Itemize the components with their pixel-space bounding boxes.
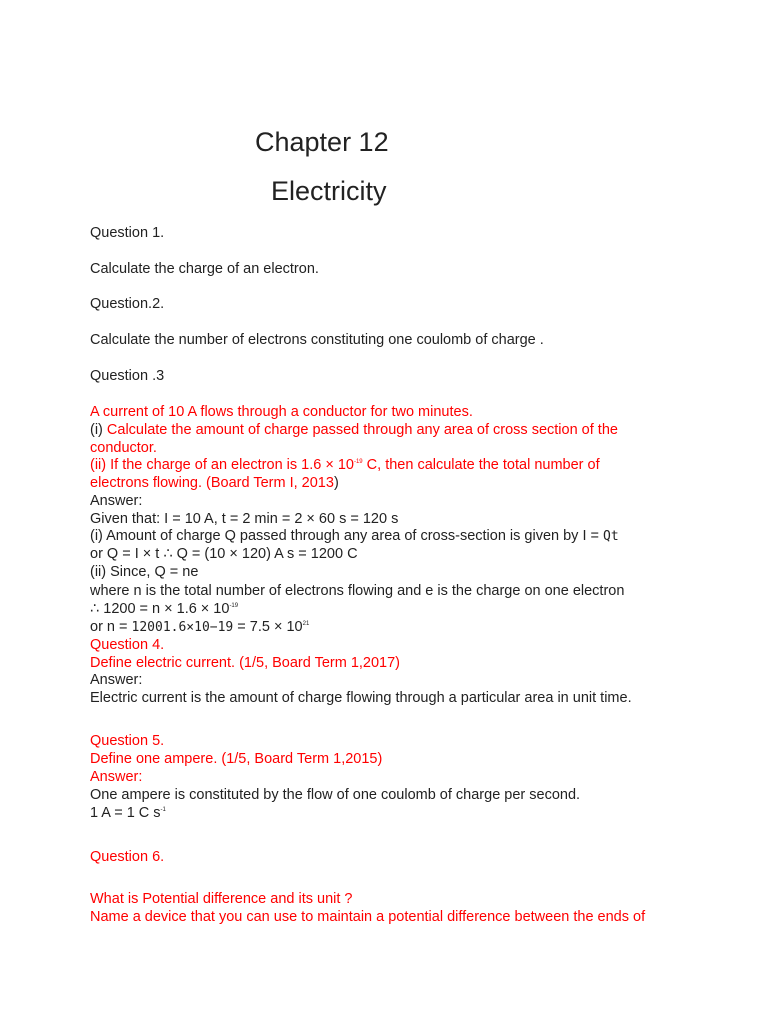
q3-ans6-pre: or n = (90, 619, 132, 635)
q3-heading: Question .3 (90, 368, 165, 384)
q2-text: Calculate the number of electrons constituting one coulomb of charge . (90, 332, 544, 348)
q3-ans1-fraction: Qt (603, 529, 619, 544)
q3-part2-close: ) (333, 475, 339, 491)
q3-part2-post: C, then calculate the total number of (362, 457, 600, 473)
q3-answer-line2: or Q = I × t ∴ Q = (10 × 120) A s = 1200 C (90, 546, 358, 562)
q3-part1-line2: conductor. (90, 440, 157, 456)
q3-part1-prefix: (i) (90, 422, 107, 438)
q3-part1-text: Calculate the amount of charge passed through any area of cross section of the (106, 422, 618, 438)
q3-answer-line3: (ii) Since, Q = ne (90, 564, 199, 580)
q3-ans1-text: (i) Amount of charge Q passed through any area of cross-section is given by I = (90, 528, 604, 544)
q4-answer: Electric current is the amount of charge flowing through a particular area in unit time. (90, 690, 632, 706)
chapter-title: Chapter 12 (255, 127, 389, 157)
q6-text2: Name a device that you can use to maintain a potential difference between the ends of (90, 909, 646, 925)
q3-part1-line1 (90, 421, 618, 439)
q3-part2-line2 (90, 474, 339, 492)
q3-answer-label: Answer: (90, 493, 143, 509)
q3-ans5-exp: -19 (229, 603, 239, 609)
q4-text: Define electric current. (1/5, Board Term 1,2017) (90, 655, 401, 671)
q3-part2-exp: -19 (353, 459, 363, 465)
q5-answer: One ampere is constituted by the flow of one coulomb of charge per second. (90, 787, 581, 803)
q1-text: Calculate the charge of an electron. (90, 261, 319, 277)
q3-given: Given that: I = 10 A, t = 2 min = 2 × 60 s = 120 s (90, 511, 399, 527)
q5-formula-exp: -1 (160, 807, 166, 813)
q3-part2-line1 (90, 456, 600, 474)
q6-text1: What is Potential difference and its unit ? (90, 891, 353, 907)
q5-formula-text: 1 A = 1 C s (90, 805, 161, 821)
q3-answer-line1 (90, 527, 619, 546)
q5-answer-label: Answer: (90, 769, 143, 785)
q1-heading: Question 1. (90, 225, 165, 241)
q3-ans6-exp: 21 (302, 621, 310, 627)
q4-answer-label: Answer: (90, 672, 143, 688)
q2-heading: Question.2. (90, 296, 165, 312)
q5-formula (90, 804, 166, 822)
q3-part2-pre: (ii) If the charge of an electron is 1.6 × 10 (90, 457, 354, 473)
q3-intro: A current of 10 A flows through a conductor for two minutes. (90, 404, 473, 420)
subject-title: Electricity (271, 176, 387, 206)
q3-part2-text: electrons flowing. (Board Term I, 2013 (90, 475, 334, 491)
q3-ans6-fraction: 12001.6×10−19 (131, 620, 234, 635)
q4-heading: Question 4. (90, 637, 165, 653)
q3-answer-line6 (90, 618, 309, 637)
q3-ans5-text: ∴ 1200 = n × 1.6 × 10 (90, 601, 230, 617)
q5-heading: Question 5. (90, 733, 165, 749)
q3-answer-line4: where n is the total number of electrons flowing and e is the charge on one electron (90, 583, 625, 599)
q3-ans6-mid: = 7.5 × 10 (233, 619, 303, 635)
q6-heading: Question 6. (90, 849, 165, 865)
q3-answer-line5 (90, 600, 238, 618)
q5-text: Define one ampere. (1/5, Board Term 1,2015) (90, 751, 383, 767)
